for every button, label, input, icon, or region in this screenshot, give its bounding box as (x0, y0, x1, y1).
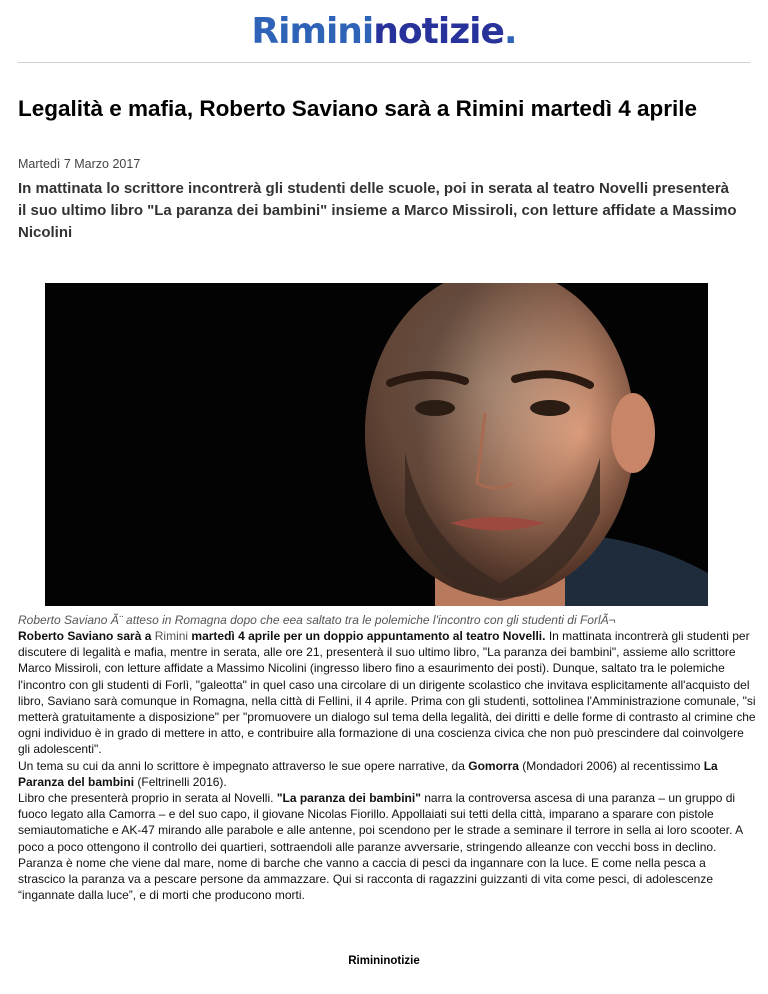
paragraph-2 (18, 790, 756, 855)
article-title: Legalità e mafia, Roberto Saviano sarà a Rimini martedì 4 aprile (18, 96, 697, 121)
photo-caption: Roberto Saviano Ã¨ atteso in Romagna dopo che eea saltato tra le polemiche l'incontro con gli studenti di ForlÃ¬ (18, 613, 616, 627)
paragraph-2-intro: Libro che presenterà proprio in serata al Novelli. (18, 791, 274, 806)
paragraph-1 (18, 628, 756, 790)
book-gomorra: Gomorra (468, 758, 519, 773)
logo-part-rimini: Rimini (251, 11, 374, 52)
rimini-link[interactable]: Rimini (154, 629, 189, 643)
page-footer: Rimininotizie (348, 955, 420, 967)
site-header (18, 0, 750, 63)
paragraph-2-text: narra la controversa ascesa di una paranza – un gruppo di fuoco legato alla Camorra – e del suo capo, il giovane Nicolas Fiorillo. Appollaiati sui tetti della città, imparano a sparare con pistole semiautomatiche e AK-47 mirando alle parabole e alle antenne, poi scendono per le strade a seminare il terrore in sella ai loro scooter. A poco a poco ottengono il controllo dei quartieri, sottraendoli alle paranze avversarie, stringendo alleanze con vecchi boss in declino. (18, 791, 743, 854)
portrait-illustration (45, 283, 708, 606)
book-paranza: La Paranza del bambini (18, 758, 718, 789)
book-title-bold: "La paranza dei bambini" (276, 791, 421, 806)
paragraph-3: Paranza è nome che viene dal mare, nome di barche che vanno a caccia di pesci da ingannare con la luce. E come nella pesca a strascico la paranza va a pescare persone da ammazzare. Qui si racconta di ragazzini guizzanti di vita come pesci, di adolescenze “ingannate dalla luce”, e di morti che producono morti. (18, 855, 714, 903)
paragraph-1-text: In mattinata incontrerà gli studenti per discutere di legalità e mafia, mentre in serata, alle ore 21, presenterà il suo ultimo libro, "La paranza dei bambini", assieme allo scrittore Marco Missiroli, con letture affidate a Massimo Nicolini (ingresso libero fino a esaurimento dei posti). Dunque, saltato tra le polemiche l'incontro con gli studenti di Forlì, "galeotta" in quel caso una circolare di un dirigente scolastico che invitava esplicitamente all'acquisto del libro, Saviano sarà comunque in Romagna, nella città di Fellini, il 4 aprile. Prima con gli studenti, sottolinea l'Amministrazione comunale, "si metterà gratuitamente a disposizione" per "promuovere un dialogo sul tema della legalità, dei diritti e delle forme di contrasto al crimine che ogni individuo è in grado di mettere in atto, e contribuire alla formazione di una coscienza civica che non può prescindere dal coinvolgere gli adolescenti". (18, 629, 756, 757)
paragraph-1-text-2: Un tema su cui da anni lo scrittore è impegnato attraverso le sue opere narrative, da (18, 758, 465, 773)
logo-part-notizie: notizie (373, 11, 504, 52)
logo-dot: . (503, 11, 517, 52)
article-date: Martedì 7 Marzo 2017 (18, 157, 141, 171)
site-logo[interactable] (251, 10, 516, 54)
article-body (18, 628, 756, 903)
article-subtitle: In mattinata lo scrittore incontrerà gli studenti delle scuole, poi in serata al teatro Novelli presenterà il suo ultimo libro "La paranza dei bambini" insieme a Marco Missiroli, con letture affidate a Massimo Nicolini (18, 180, 737, 241)
lead-bold-2: martedì 4 aprile per un doppio appuntamento al teatro Novelli. (191, 629, 546, 643)
article-photo (45, 283, 708, 606)
paragraph-1-text-4: (Feltrinelli 2016). (137, 774, 227, 789)
lead-bold-1: Roberto Saviano sarà a (18, 629, 152, 643)
paragraph-1-text-3: (Mondadori 2006) al recentissimo (522, 758, 701, 773)
